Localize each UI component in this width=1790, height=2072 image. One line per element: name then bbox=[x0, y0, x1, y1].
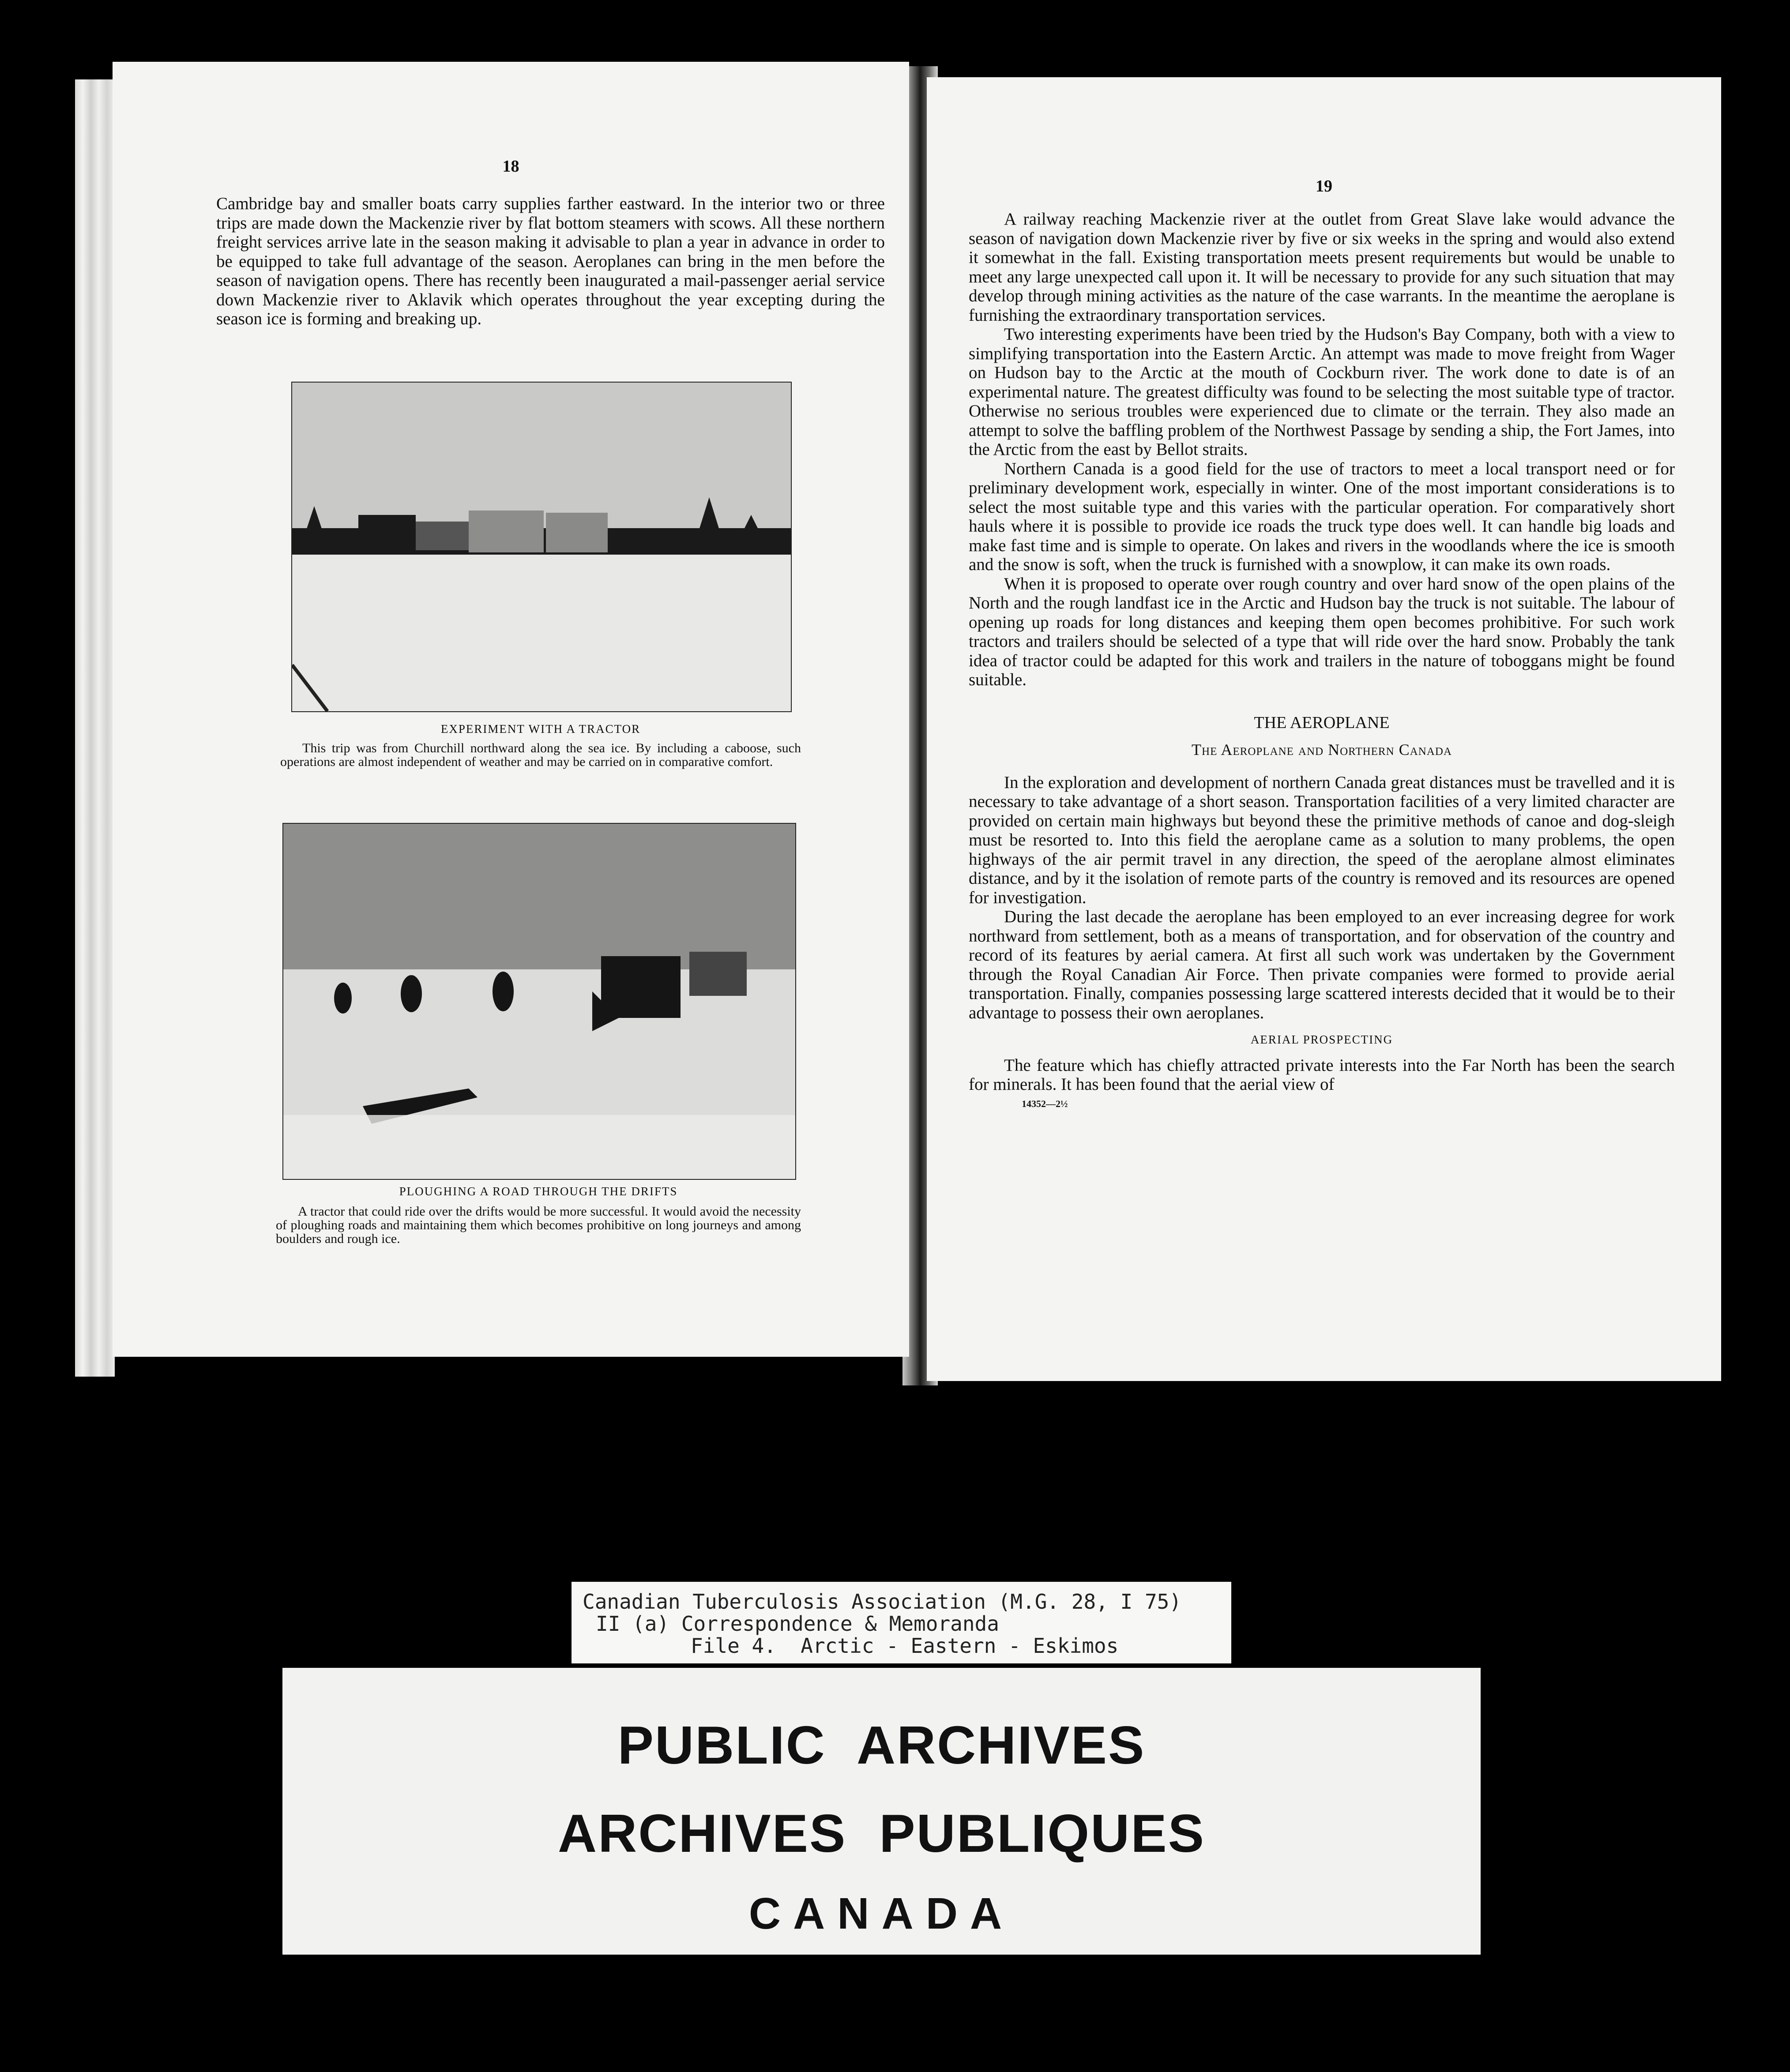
subsection-heading: AERIAL PROSPECTING bbox=[1250, 1033, 1393, 1046]
page-number: 18 bbox=[502, 157, 519, 176]
paragraph: Northern Canada is a good field for the use of tractors to meet a local transport need or for preliminary development work, especially in winter. One of the most important considerations is to select the most suitable type and this varies with the particular operation. For comparatively short hauls where it is possible to provide ice roads the truck type does well. It can handle big loads and make fast time and is simple to operate. On lakes and rivers in the woodlands where the ice is smooth and the snow is soft, when the truck is furnished with a snowplow, it can make its own roads. bbox=[969, 459, 1675, 574]
archive-label-line: Canadian Tuberculosis Association (M.G. 28, I 75) bbox=[583, 1590, 1182, 1614]
ploughing-photo bbox=[282, 823, 796, 1180]
right-page bbox=[927, 77, 1721, 1381]
figure-title: EXPERIMENT WITH A TRACTOR bbox=[440, 722, 641, 736]
figure-caption: A tractor that could ride over the drifts would be more successful. It would avoid the necessity of ploughing roads and maintaining them which becomes prohibitive on long journeys and among boulders and rough ice. bbox=[276, 1204, 801, 1246]
archive-label-line: II (a) Correspondence & Memoranda bbox=[596, 1612, 999, 1636]
left-page bbox=[113, 62, 909, 1357]
paragraph: The feature which has chiefly attracted private interests into the Far North has been the search for minerals. It has been found that the aerial view of bbox=[969, 1055, 1675, 1094]
section-subheading: The Aeroplane and Northern Canada bbox=[1192, 741, 1452, 758]
print-code: 14352—2½ bbox=[1022, 1098, 1068, 1109]
page-stack-edge bbox=[75, 79, 115, 1377]
paragraph: Cambridge bay and smaller boats carry supplies farther eastward. In the interior two or three trips are made down the Mackenzie river by flat bottom steamers with scows. All these northern freight services arrive late in the season making it advisable to plan a year in advance in order to be equipped to take full advantage of the season. Aeroplanes can bring in the men before the season of navigation opens. There has recently been inaugurated a mail-passenger aerial service down Mackenzie river to Aklavik which operates throughout the year excepting during the season ice is forming and breaking up. bbox=[216, 194, 885, 328]
paragraph: A railway reaching Mackenzie river at the outlet from Great Slave lake would advance the season of navigation down Mackenzie river by five or six weeks in the spring and would also extend it somewhat in the fall. Existing transportation meets present requirements but would be unable to meet any large unexpected call upon it. It will be necessary to provide for any such situation that may develop through mining activities as the nature of the case warrants. In the meantime the aeroplane is furnishing the extraordinary transportation services. bbox=[969, 210, 1675, 325]
public-archives-stamp bbox=[282, 1668, 1481, 1955]
paragraph: Two interesting experiments have been tried by the Hudson's Bay Company, both with a view to simplifying transportation into the Eastern Arctic. An attempt was made to move freight from Wager on Hudson bay to the Arctic at the mouth of Cockburn river. The work done to date is of an experimental nature. The greatest difficulty was found to be selecting the most suitable type of tractor. Otherwise no serious troubles were experienced due to climate or the terrain. They also made an attempt to solve the baffling problem of the Northwest Passage by sending a ship, the Fort James, into the Arctic from the east by Bellot straits. bbox=[969, 325, 1675, 459]
stamp-line: PUBLIC ARCHIVES bbox=[617, 1715, 1146, 1775]
figure-caption: This trip was from Churchill northward along the sea ice. By including a caboose, such operations are almost independent of weather and may be carried on in comparative comfort. bbox=[280, 741, 801, 769]
page-number: 19 bbox=[1316, 177, 1332, 195]
paragraph: In the exploration and development of northern Canada great distances must be travelled and it is necessary to take advantage of a short season. Transportation facilities of a very limited character are provided on certain main highways but beyond these the primitive methods of canoe and dog-sleigh must be resorted to. Into this field the aeroplane came as a solution to many problems, the open highways of the air permit travel in any direction, the speed of the aeroplane almost eliminates distance, and by it the isolation of remote parts of the country is removed and its resources are opened for investigation. bbox=[969, 773, 1675, 907]
left-intro-text bbox=[216, 194, 885, 329]
archive-label-card bbox=[572, 1582, 1231, 1663]
stamp-line: CANADA bbox=[748, 1889, 1015, 1938]
figure-title: PLOUGHING A ROAD THROUGH THE DRIFTS bbox=[399, 1185, 678, 1198]
stamp-line: ARCHIVES PUBLIQUES bbox=[558, 1803, 1205, 1863]
tractor-train-photo bbox=[291, 382, 792, 712]
section-heading: THE AEROPLANE bbox=[1254, 713, 1390, 732]
paragraph: During the last decade the aeroplane has been employed to an ever increasing degree for work northward from settlement, both as a means of transportation, and for observation of the country and record of its features by aerial camera. At first all such work was undertaken by the Government through the Royal Canadian Air Force. Then private companies were formed to provide aerial transportation. Finally, companies possessing large scattered interests decided that it would be to their advantage to possess their own aeroplanes. bbox=[969, 907, 1675, 1022]
paragraph: When it is proposed to operate over rough country and over hard snow of the open plains of the North and the rough landfast ice in the Arctic and Hudson bay the truck is not suitable. The labour of opening up roads for long distances and keeping them open becomes prohibitive. For such work tractors and trailers should be selected of a type that will ride over the hard snow. Probably the tank idea of tractor could be adapted for this work and trailers in the nature of toboggans might be found suitable. bbox=[969, 574, 1675, 689]
right-column-text bbox=[969, 210, 1675, 1113]
archive-label-line: File 4. Arctic - Eastern - Eskimos bbox=[691, 1634, 1119, 1658]
